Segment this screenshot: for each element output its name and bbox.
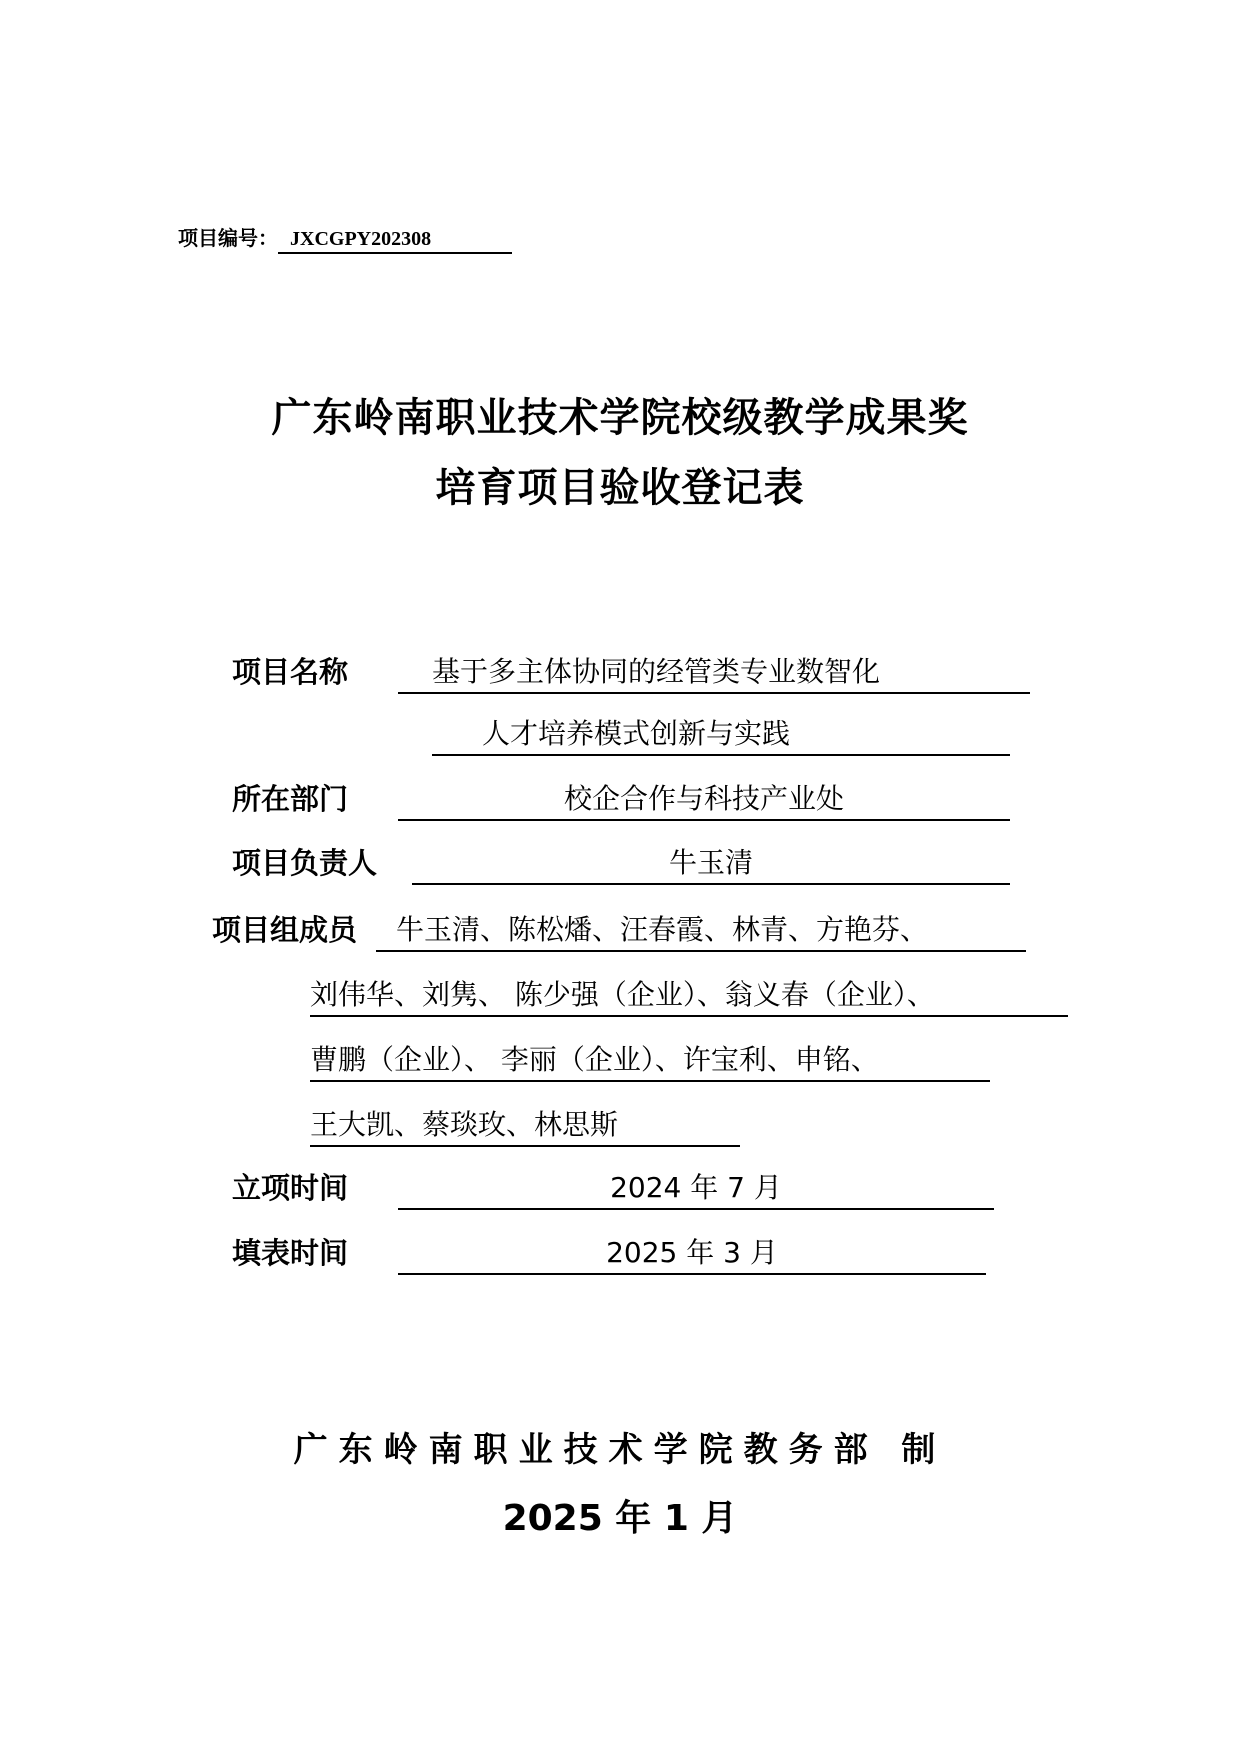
- project-members-line1: 牛玉清、陈松燔、汪春霞、林青、方艳芬、: [396, 913, 929, 946]
- start-date-value: 2024 年 7 月: [610, 1171, 782, 1204]
- start-date-label: 立项时间: [232, 1171, 349, 1205]
- department-value: 校企合作与科技产业处: [563, 782, 844, 815]
- document-title-line2: 培育项目验收登记表: [435, 465, 805, 511]
- start-date-field: [398, 1168, 994, 1210]
- fill-date-value: 2025 年 3 月: [606, 1236, 778, 1269]
- project-number-label: 项目编号：: [178, 226, 278, 250]
- project-members-field-line3: [310, 1040, 990, 1082]
- project-number: [178, 222, 512, 254]
- project-members-line4: 王大凯、蔡琰玫、林思斯: [310, 1108, 619, 1141]
- department-label: 所在部门: [232, 782, 349, 816]
- fill-date-label: 填表时间: [232, 1236, 349, 1270]
- project-name-label: 项目名称: [232, 655, 349, 689]
- fill-date-field: [398, 1233, 986, 1275]
- project-name-field-line1: [398, 652, 1030, 694]
- project-members-label: 项目组成员: [212, 913, 358, 947]
- project-members-line2: 刘伟华、刘隽、 陈少强（企业）、翁义春（企业）、: [310, 978, 935, 1011]
- project-members-field-line4: [310, 1105, 740, 1147]
- document-title-line1: 广东岭南职业技术学院校级教学成果奖: [271, 395, 969, 441]
- project-name-field-line2: [432, 714, 1010, 756]
- project-leader-value: 牛玉清: [668, 846, 753, 879]
- issue-date: 2025 年 1 月: [502, 1498, 738, 1539]
- project-members-field-line2: [310, 975, 1068, 1017]
- issuer-line: 广东岭南职业技术学院教务部 制: [293, 1430, 947, 1470]
- project-number-value: JXCGPY202308: [278, 226, 512, 254]
- project-leader-field: [412, 843, 1010, 885]
- project-name-value-line2: 人才培养模式创新与实践: [482, 717, 791, 750]
- department-field: [398, 779, 1010, 821]
- project-members-line3: 曹鹏（企业）、 李丽（企业）、许宝利、申铭、: [310, 1043, 879, 1076]
- project-members-field-line1: [376, 910, 1026, 952]
- project-name-value-line1: 基于多主体协同的经管类专业数智化: [432, 655, 881, 688]
- project-leader-label: 项目负责人: [232, 846, 378, 880]
